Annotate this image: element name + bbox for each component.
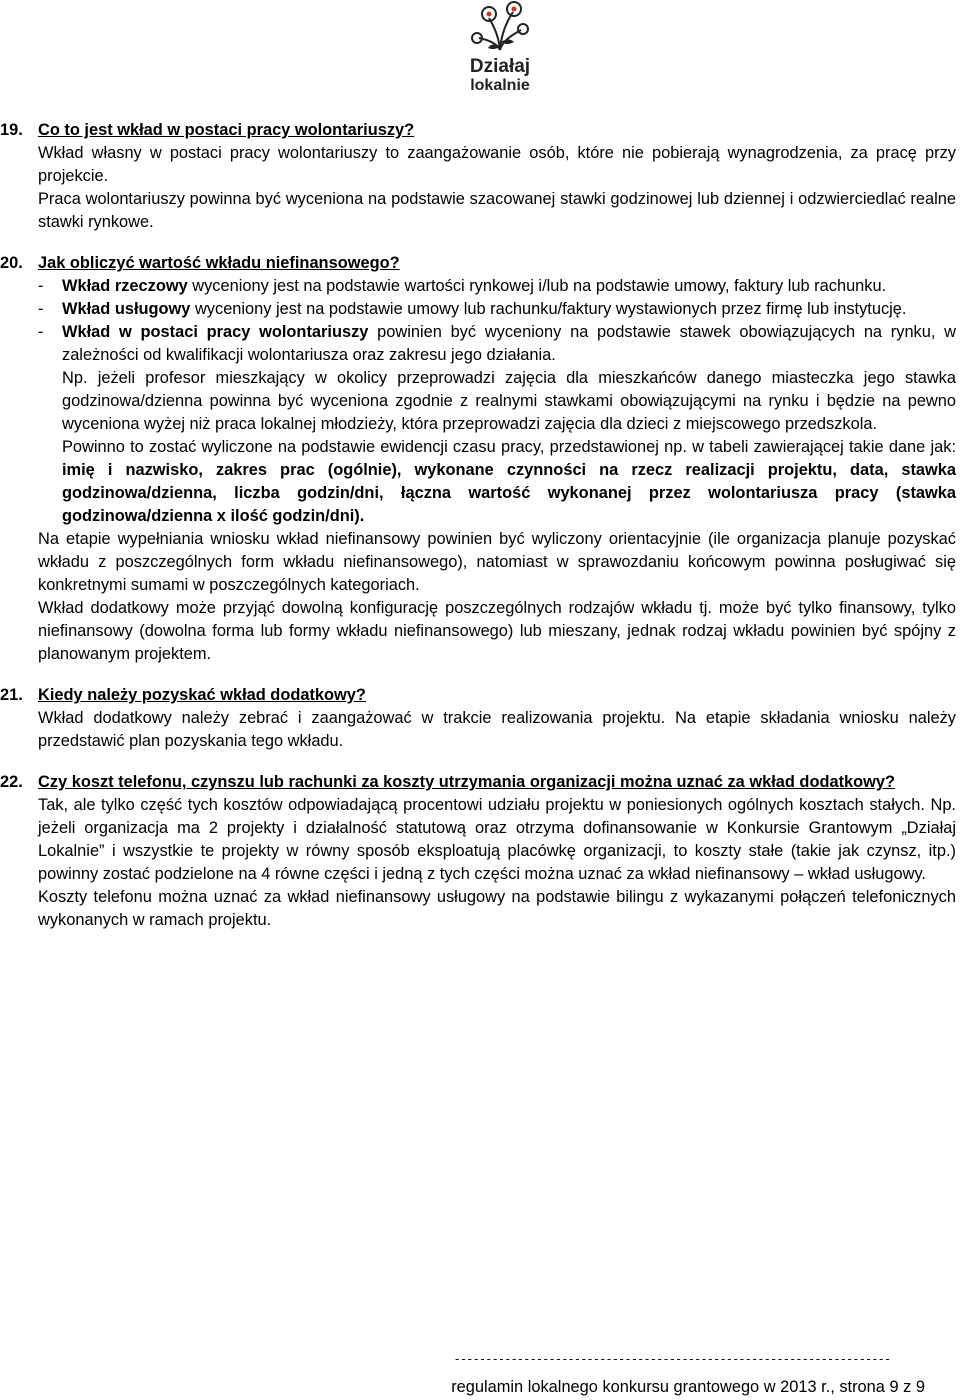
question-number: 21.: [0, 686, 23, 704]
paragraph: Tak, ale tylko część tych kosztów odpowiadającą procentowi udziału projektu w poniesionych ogólnych kosztach stałych. Np. jeżeli organizacja ma 2 projekty i działalność statutową oraz otrzyma dofinansowanie w Konkursie Grantowym „Działaj Lokalnie” i wszystkie te projekty w równy sposób eksploatują placówkę organizacji, to koszty stałe (takie jak czynsz, itp.) powinny zostać podzielone na 4 równe części i jedną z tych części można uznać za wkład niefinansowy – wkład usługowy.: [38, 796, 956, 883]
question-number: 20.: [0, 254, 23, 272]
item-text: wyceniony jest na podstawie wartości rynkowej i/lub na podstawie umowy, faktury lub rachunku.: [187, 277, 887, 295]
paragraph-text: Powinno to zostać wyliczone na podstawie ewidencji czasu pracy, przedstawionej np. w tabeli zawierającej takie dane jak:: [62, 438, 956, 456]
question-title: Czy koszt telefonu, czynszu lub rachunki za koszty utrzymania organizacji można uznać za wkład dodatkowy?: [38, 773, 896, 791]
paragraph: Praca wolontariuszy powinna być wyceniona na podstawie szacowanej stawki godzinowej lub dziennej i odzwierciedlać realne stawki rynkowe.: [38, 190, 956, 231]
paragraph: Wkład dodatkowy może przyjąć dowolną konfigurację poszczególnych rodzajów wkładu tj. może być tylko finansowy, tylko niefinansowy (dowolna forma lub formy wkładu niefinansowego) lub mieszany, jednak rodzaj wkładu powinien być spójny z planowanym projektem.: [38, 599, 956, 663]
paragraph: Wkład własny w postaci pracy wolontariuszy to zaangażowanie osób, które nie pobierają wynagrodzenia, za pracę przy projekcie.: [38, 144, 956, 185]
list-dash: -: [38, 277, 44, 295]
list-dash: -: [38, 300, 44, 318]
question-title: Jak obliczyć wartość wkładu niefinansowego?: [38, 254, 400, 272]
timesheet-fields-bold: imię i nazwisko, zakres prac (ogólnie), wykonane czynności na rzecz realizacji projektu, data, stawka godzinowa/dzienna, liczba godzin/dni, łączna wartość wykonanej przez wolontariusza pracy (stawka godzinowa/dzienna x ilość godzin/dni).: [62, 461, 956, 525]
question-number: 19.: [0, 121, 23, 139]
question-22: [0, 771, 960, 932]
list-dash: -: [38, 323, 44, 341]
question-21: [0, 684, 960, 753]
dzialaj-lokalnie-logo: [455, 0, 545, 96]
question-title: Co to jest wkład w postaci pracy wolontariuszy?: [38, 121, 415, 139]
logo-graphic: [455, 0, 545, 96]
term-bold: Wkład rzeczowy: [62, 277, 188, 295]
document-body: [0, 119, 960, 932]
page-footer: regulamin lokalnego konkursu grantowego w 2013 r., strona 9 z 9: [451, 1378, 925, 1396]
question-number: 22.: [0, 773, 23, 791]
flower-icon: [472, 2, 528, 43]
list-item-service-contribution: [38, 298, 956, 321]
paragraph-example: Np. jeżeli profesor mieszkający w okolicy przeprowadzi zajęcia dla mieszkańców danego miasteczka jego stawka godzinowa/dzienna powinna być wyceniona zgodnie z realnymi stawkami obowiązującymi na rynku i będzie na pewno wyceniona wyżej niż praca lokalnej młodzieży, która przeprowadzi zajęcia dla dzieci z miejscowego przedszkola.: [62, 369, 956, 433]
term-bold: Wkład w postaci pracy wolontariuszy: [62, 323, 369, 341]
list-item-material-contribution: [38, 275, 956, 298]
logo-text-line1: Działaj: [469, 56, 531, 77]
question-title: Kiedy należy pozyskać wkład dodatkowy?: [38, 686, 366, 704]
paragraph: Wkład dodatkowy należy zebrać i zaangażować w trakcie realizowania projektu. Na etapie składania wniosku należy przedstawić plan pozyskania tego wkładu.: [38, 709, 956, 750]
question-20: [0, 252, 960, 666]
paragraph: Koszty telefonu można uznać za wkład niefinansowy usługowy na podstawie bilingu z wykazanymi połączeń telefonicznych wykonanych w ramach projektu.: [38, 888, 956, 929]
list-item-volunteer-contribution: [38, 321, 956, 367]
paragraph: Na etapie wypełniania wniosku wkład niefinansowy powinien być wyliczony orientacyjnie (ile organizacja planuje pozyskać wkładu z poszczególnych form wkładu niefinansowego), natomiast w sprawozdaniu końcowym powinna posługiwać się konkretnymi sumami w poszczególnych kategoriach.: [38, 530, 956, 594]
item-text: powinien być wyceniony na podstawie stawek obowiązujących na rynku, w zależności od kwalifikacji wolontariusza oraz zakresu jego działania.: [62, 323, 956, 364]
item-text: wyceniony jest na podstawie umowy lub rachunku/faktury wystawionych przez firmę lub instytucję.: [190, 300, 907, 318]
question-19: [0, 119, 960, 234]
logo-text-line2: lokalnie: [470, 77, 530, 94]
paragraph-timesheet: [38, 436, 956, 528]
footer-separator: ---------------------------------------------------------------------: [455, 1353, 892, 1365]
term-bold: Wkład usługowy: [62, 300, 191, 318]
